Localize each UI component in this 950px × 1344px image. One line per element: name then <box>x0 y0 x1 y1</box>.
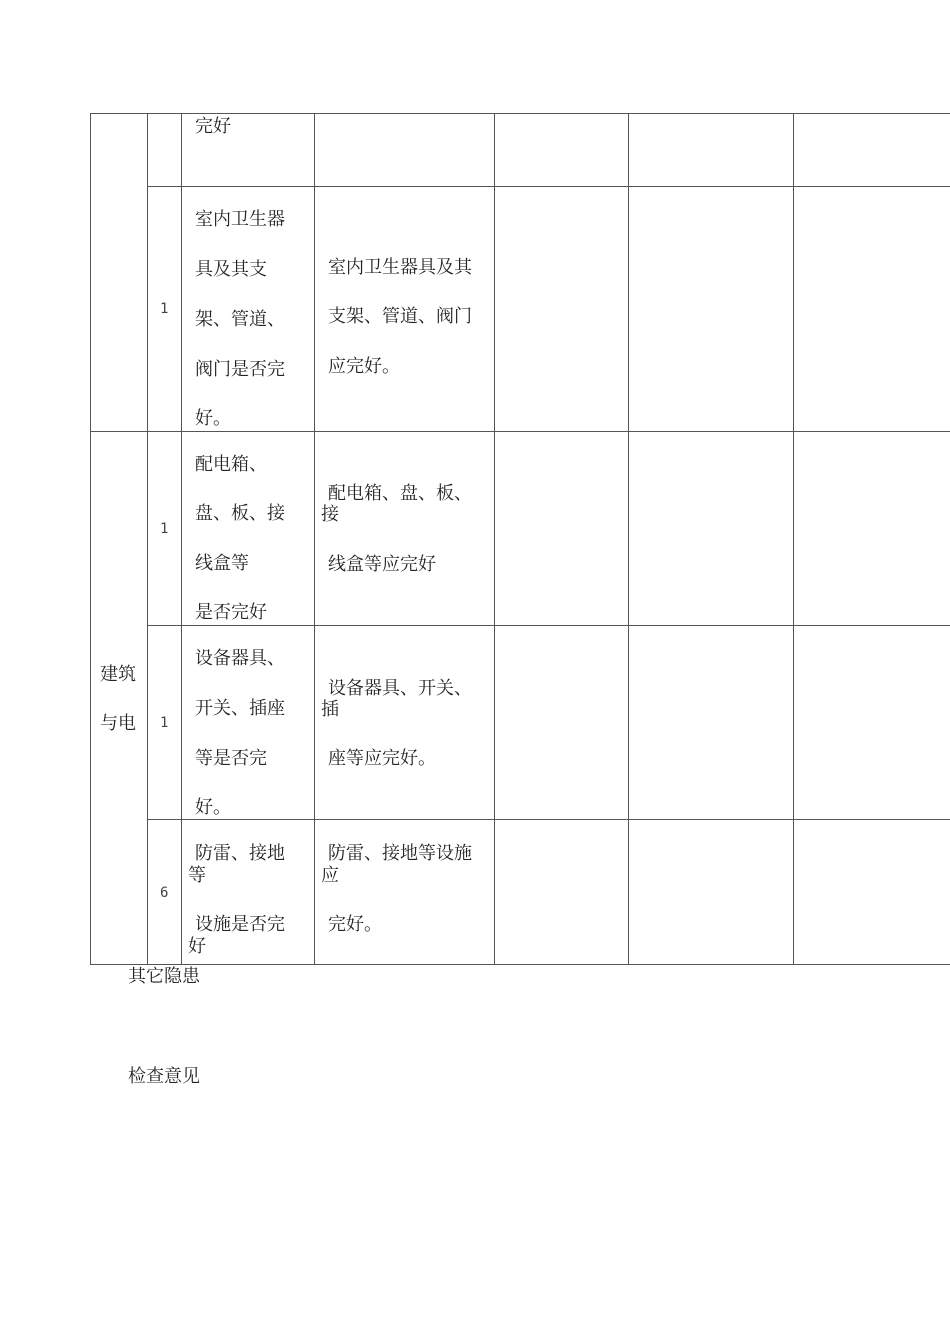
requirement-text: 接 <box>321 504 339 525</box>
table-border-bottom <box>90 964 950 965</box>
category-label: 建筑 <box>100 664 136 685</box>
item-text: 具及其支 <box>195 259 267 280</box>
item-text: 阀门是否完 <box>195 359 285 380</box>
column-divider <box>628 113 629 965</box>
item-text: 等是否完 <box>195 748 267 769</box>
row-number: 1 <box>160 301 169 317</box>
item-text: 设施是否完 <box>195 914 285 935</box>
row-number: 1 <box>160 715 169 731</box>
row-divider <box>147 186 950 187</box>
item-text: 线盒等 <box>195 553 249 574</box>
row-divider <box>147 819 950 820</box>
requirement-text: 防雷、接地等设施 <box>328 843 472 864</box>
item-text: 防雷、接地 <box>195 843 285 864</box>
item-text: 好。 <box>195 408 231 429</box>
requirement-text: 插 <box>321 699 339 720</box>
category-label: 与电 <box>100 713 136 734</box>
item-text: 好。 <box>195 797 231 818</box>
requirement-text: 应完好。 <box>328 356 400 377</box>
item-text: 开关、插座 <box>195 698 285 719</box>
column-divider <box>793 113 794 965</box>
requirement-text: 座等应完好。 <box>328 748 436 769</box>
item-text: 设备器具、 <box>195 648 285 669</box>
row-number: 1 <box>160 521 169 537</box>
column-divider <box>147 113 148 965</box>
item-text: 好 <box>188 936 206 957</box>
requirement-text: 室内卫生器具及其 <box>328 257 472 278</box>
item-text: 等 <box>188 865 206 886</box>
table-border-top <box>90 113 950 114</box>
row-divider <box>147 625 950 626</box>
item-text: 室内卫生器 <box>195 209 285 230</box>
item-text: 盘、板、接 <box>195 503 285 524</box>
requirement-text: 线盒等应完好 <box>328 554 436 575</box>
requirement-text: 支架、管道、阀门 <box>328 306 472 327</box>
column-divider <box>181 113 182 965</box>
requirement-text: 应 <box>321 865 339 886</box>
requirement-text: 设备器具、开关、 <box>328 678 472 699</box>
requirement-text: 配电箱、盘、板、 <box>328 483 472 504</box>
column-divider <box>494 113 495 965</box>
row-number: 6 <box>160 885 169 901</box>
item-text: 完好 <box>195 116 231 137</box>
column-divider <box>314 113 315 965</box>
row-divider <box>90 431 950 432</box>
other-hazards-label: 其它隐患 <box>128 966 200 987</box>
inspection-opinion-label: 检查意见 <box>128 1066 200 1087</box>
requirement-text: 完好。 <box>328 914 382 935</box>
item-text: 配电箱、 <box>195 454 267 475</box>
item-text: 架、管道、 <box>195 309 285 330</box>
table-border-left <box>90 113 91 965</box>
item-text: 是否完好 <box>195 602 267 623</box>
